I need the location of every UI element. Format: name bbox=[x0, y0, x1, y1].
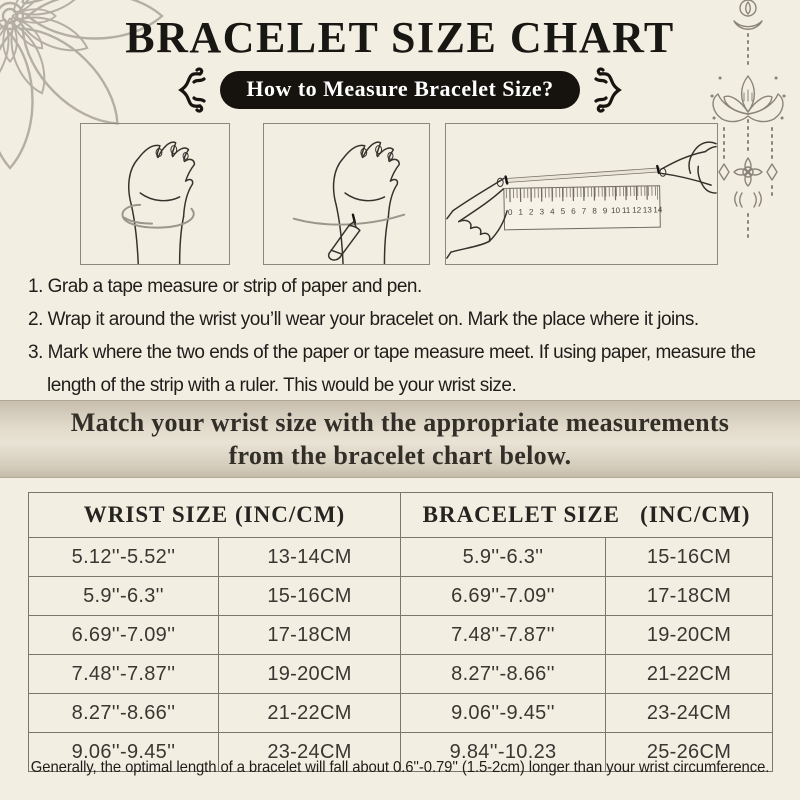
hand-with-pen-icon bbox=[264, 124, 429, 264]
step-text: Grab a tape measure or strip of paper and pen. bbox=[47, 276, 422, 297]
svg-text:10: 10 bbox=[611, 206, 621, 216]
wrist-cm: 13-14CM bbox=[219, 538, 401, 577]
bracelet-inches: 7.48''-7.87'' bbox=[401, 616, 606, 655]
svg-text:7: 7 bbox=[581, 206, 587, 216]
svg-text:11: 11 bbox=[621, 205, 631, 216]
wrist-inches: 5.12''-5.52'' bbox=[29, 538, 219, 577]
bracelet-cm: 19-20CM bbox=[606, 616, 773, 655]
bracelet-inches: 5.9''-6.3'' bbox=[401, 538, 606, 577]
banner-line-1: Match your wrist size with the appropriate measurements bbox=[70, 408, 730, 437]
bracelet-cm: 25-26CM bbox=[606, 733, 773, 772]
svg-text:13: 13 bbox=[642, 205, 652, 215]
wrist-inches: 6.69''-7.09'' bbox=[29, 616, 219, 655]
table-row bbox=[29, 577, 773, 616]
illustration-mark-with-pen bbox=[263, 123, 430, 265]
subtitle-row bbox=[0, 70, 800, 110]
table-row bbox=[29, 694, 773, 733]
hands-with-ruler-icon bbox=[446, 124, 717, 264]
step-1 bbox=[28, 270, 790, 303]
step-text: Wrap it around the wrist you’ll wear your bracelet on. Mark the place where it joins. bbox=[47, 309, 699, 330]
wrist-cm: 17-18CM bbox=[219, 616, 401, 655]
svg-text:5: 5 bbox=[560, 206, 566, 217]
step-number: 1. bbox=[28, 276, 43, 297]
svg-text:1: 1 bbox=[518, 207, 524, 217]
wrist-cm: 21-22CM bbox=[219, 694, 401, 733]
table-header-row bbox=[29, 493, 773, 538]
wrist-cm: 15-16CM bbox=[219, 577, 401, 616]
table-row bbox=[29, 538, 773, 577]
step-text: Mark where the two ends of the paper or tape measure meet. If using paper, measure the length of the strip with a ruler. This would be your wrist size. bbox=[47, 342, 756, 396]
bracelet-cm: 21-22CM bbox=[606, 655, 773, 694]
bracelet-inches: 6.69''-7.09'' bbox=[401, 577, 606, 616]
wrist-inches: 9.06''-9.45'' bbox=[29, 733, 219, 772]
svg-text:2: 2 bbox=[528, 207, 534, 217]
table-row bbox=[29, 655, 773, 694]
svg-text:3: 3 bbox=[539, 207, 545, 217]
svg-text:14: 14 bbox=[653, 205, 663, 215]
hand-with-tape-icon bbox=[81, 124, 229, 264]
subtitle-pill: How to Measure Bracelet Size? bbox=[220, 71, 579, 109]
bracelet-size-header: BRACELET SIZE (INC/CM) bbox=[401, 493, 773, 538]
wrist-inches: 5.9''-6.3'' bbox=[29, 577, 219, 616]
wrist-cm: 23-24CM bbox=[219, 733, 401, 772]
step-number: 3. bbox=[28, 342, 43, 363]
svg-text:0: 0 bbox=[507, 207, 513, 217]
match-banner bbox=[0, 400, 800, 478]
page-title: BRACELET SIZE CHART bbox=[125, 13, 675, 62]
svg-text:9: 9 bbox=[602, 206, 608, 216]
bracelet-inches: 8.27''-8.66'' bbox=[401, 655, 606, 694]
size-table bbox=[28, 492, 773, 772]
bracelet-cm: 23-24CM bbox=[606, 694, 773, 733]
banner-line-2: from the bracelet chart below. bbox=[228, 441, 572, 470]
wrist-inches: 8.27''-8.66'' bbox=[29, 694, 219, 733]
right-flourish-icon bbox=[592, 67, 628, 113]
svg-text:4: 4 bbox=[550, 207, 555, 217]
wrist-inches: 7.48''-7.87'' bbox=[29, 655, 219, 694]
wrist-cm: 19-20CM bbox=[219, 655, 401, 694]
instruction-steps bbox=[28, 270, 790, 402]
bracelet-inches: 9.84''-10.23 bbox=[401, 733, 606, 772]
svg-text:8: 8 bbox=[592, 206, 597, 216]
svg-text:6: 6 bbox=[571, 206, 576, 216]
bracelet-inches: 9.06''-9.45'' bbox=[401, 694, 606, 733]
step-number: 2. bbox=[28, 309, 43, 330]
step-3 bbox=[28, 336, 790, 402]
left-flourish-icon bbox=[172, 67, 208, 113]
illustration-wrap-tape bbox=[80, 123, 230, 265]
footer-note-text: Generally, the optimal length of a bracelet will fall about 0.6''-0.79'' (1.5-2cm) longer than your wrist circumference. bbox=[30, 759, 770, 776]
svg-text:12: 12 bbox=[632, 205, 642, 215]
illustration-measure-ruler bbox=[445, 123, 718, 265]
step-2 bbox=[28, 303, 790, 336]
wrist-size-header: WRIST SIZE (INC/CM) bbox=[29, 493, 401, 538]
bracelet-cm: 17-18CM bbox=[606, 577, 773, 616]
bracelet-cm: 15-16CM bbox=[606, 538, 773, 577]
table-row bbox=[29, 616, 773, 655]
footer-note bbox=[0, 759, 800, 777]
